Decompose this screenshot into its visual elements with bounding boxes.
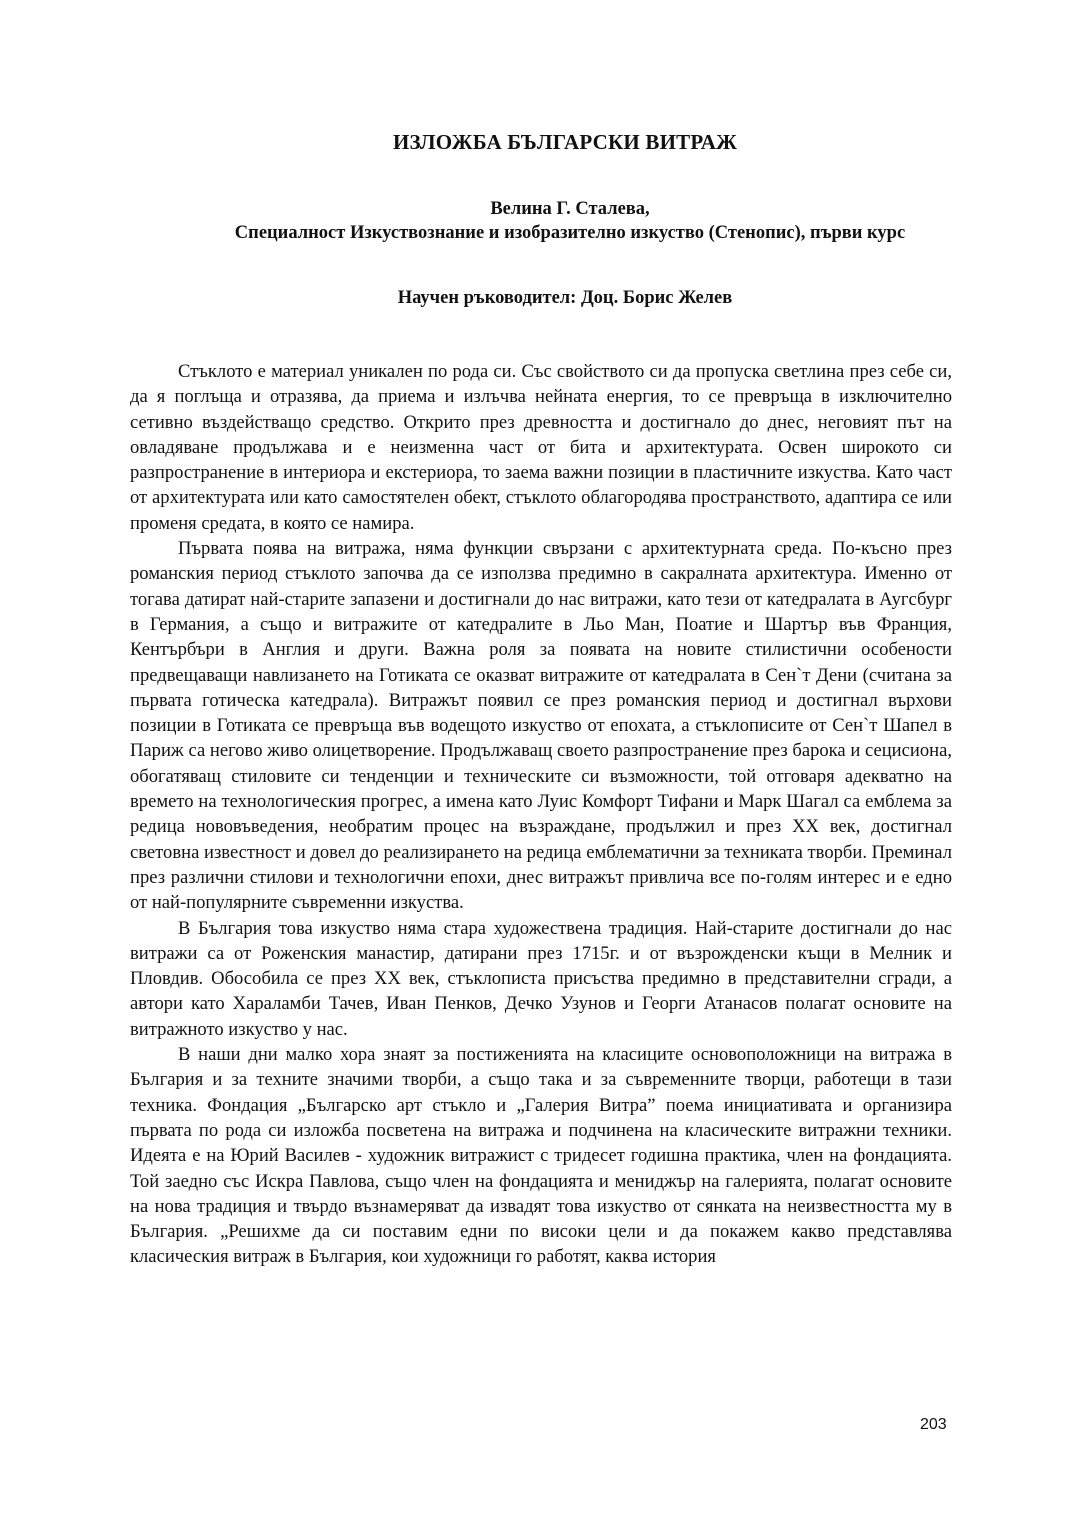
- author-specialty: Специалност Изкуствознание и изобразително изкуство (Стенопис), първи курс: [234, 223, 906, 243]
- supervisor-line: Научен ръководител: Доц. Борис Желев: [397, 288, 733, 308]
- article-title: ИЗЛОЖБА БЪЛГАРСКИ ВИТРАЖ: [392, 130, 738, 154]
- paragraph: Първата поява на витража, няма функции свързани с архитектурната среда. По-късно през романския период стъклото започва да се използва предимно в сакралната архитектура. Именно от тогава датират най-старите запазени и достигнали до нас витражи, като тези от катедралата в Аугсбург в Германия, а също и витражите от катедралите в Льо Ман, Поатие и Шартър във Франция, Кентърбъри в Англия и други. Важна роля за появата на новите стилистични особености предвещаващи навлизането на Готиката се оказват витражите от катедралата в Сен`т Дени (считана за първата готическа катедрала). Витражът появил се през романския период и достигнал върхови позиции в Готиката се превръща във водещото изкуство от епохата, а стъклописите от Сен`т Шапел в Париж са негово живо олицетворение. Продължаващ своето разпространение през барока и сецисиона, обогатяващ стиловите си тенденции и техническите си възможности, той отговаря адекватно на времето на технологическия прогрес, а имена като Луис Комфорт Тифани и Марк Шагал са емблема за редица нововъведения, необратим процес на възраждане, продължил и през XX век, достигнал световна известност и довел до реализирането на редица емблематични за техниката творби. Преминал през различни стилови и технологични епохи, днес витражът привлича все по-голям интерес и е едно от най-популярните съвременни изкуства.: [130, 538, 952, 914]
- author-block: [180, 197, 960, 245]
- author-name: Велина Г. Сталева,: [490, 199, 650, 219]
- page-number: 203: [920, 1416, 947, 1433]
- paragraph: Стъклото е материал уникален по рода си. Със свойството си да пропуска светлина през себе си, да я поглъща и отразява, да приема и излъчва нейната енергия, то се превръща в изключително сетивно въздействащо средство. Открито през древността и достигнало до днес, неговият път на овладяване продължава и е неизменна част от бита и архитектурата. Освен широкото си разпространение в интериора и екстериора, то заема важни позиции в пластичните изкуства. Като част от архитектурата или като самостятелен обект, стъклото облагородява пространството, адаптира се или променя средата, в която се намира.: [130, 361, 952, 534]
- paragraph: В наши дни малко хора знаят за постиженията на класиците основоположници на витража в България и за техните значими творби, а също така и за съвременните творци, работещи в тази техника. Фондация „Българско арт стъкло и „Галерия Витра” поема инициативата и организира първата по рода си изложба посветена на витража и подчинена на класическите витражни техники. Идеята е на Юрий Василев - художник витражист с тридесет годишна практика, член на фондацията. Той заедно със Искра Павлова, също член на фондацията и мениджър на галерията, полагат основите на нова традиция и твърдо възнамеряват да извадят това изкуство от сянката на неизвестността му в България. „Решихме да си поставим едни по високи цели и да покажем какво представлява класическия витраж в България, кои художници го работят, каква история: [130, 1044, 952, 1268]
- paragraph: В България това изкуство няма стара художествена традиция. Най-старите достигнали до нас витражи са от Роженския манастир, датирани през 1715г. и от възрожденски къщи в Мелник и Пловдив. Обособила се през XX век, стъклописта присъства предимно в представителни сгради, а автори като Хараламби Тачев, Иван Пенков, Дечко Узунов и Георги Атанасов полагат основите на витражното изкуство у нас.: [130, 917, 952, 1040]
- article-body: [130, 359, 952, 1270]
